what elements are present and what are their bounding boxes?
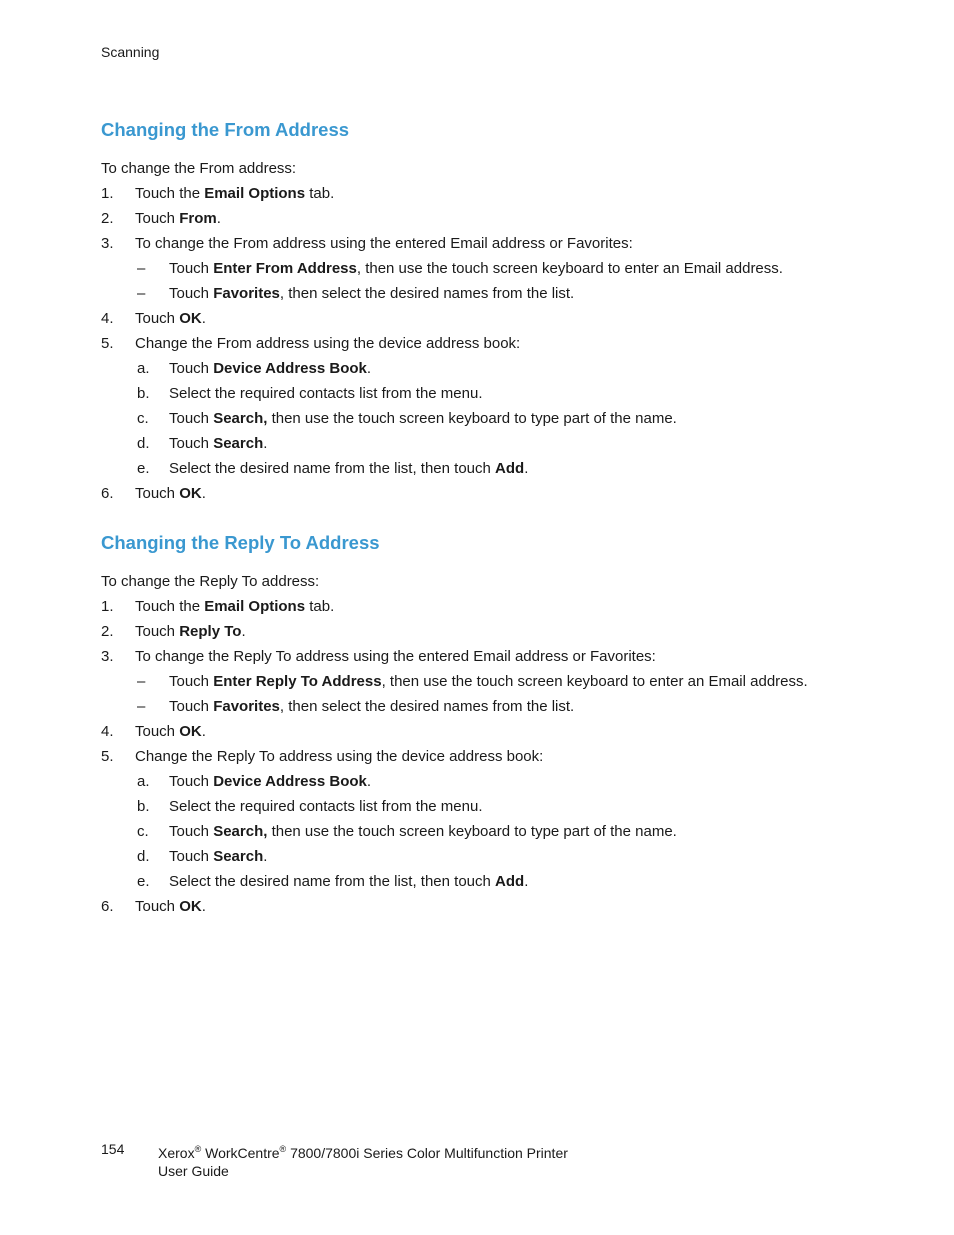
- ui-term: Add: [495, 873, 525, 890]
- step-marker: 3.: [101, 235, 114, 252]
- ui-term: Device Address Book: [213, 773, 367, 790]
- substep-marker: d.: [137, 435, 150, 452]
- ui-term: Search: [213, 435, 264, 452]
- section-reply-to-address: [101, 530, 881, 919]
- step-text: Touch: [169, 823, 214, 840]
- step-text: Touch: [169, 410, 214, 427]
- substep-marker: e.: [137, 873, 150, 890]
- step-2: [101, 206, 881, 231]
- step-text: Touch: [135, 210, 180, 227]
- page-number: 154: [101, 1141, 125, 1157]
- dash-marker: –: [137, 285, 146, 302]
- step-text: , then use the touch screen keyboard to enter an Email address.: [356, 260, 783, 277]
- ui-term: Favorites: [213, 285, 280, 302]
- step-5c: [101, 819, 881, 844]
- step-4: [101, 719, 881, 744]
- step-text: Touch: [135, 485, 180, 502]
- step-text: Touch: [135, 723, 180, 740]
- step-marker: 5.: [101, 335, 114, 352]
- step-text: , then select the desired names from the list.: [279, 698, 575, 715]
- ui-term: Add: [495, 460, 525, 477]
- ui-term: OK: [179, 310, 202, 327]
- step-5c: [101, 406, 881, 431]
- step-text: Touch: [169, 673, 214, 690]
- step-text: Touch the: [135, 185, 205, 202]
- step-text: To change the From address using the entered Email address or Favorites:: [135, 235, 633, 252]
- step-text: To change the Reply To address using the entered Email address or Favorites:: [135, 648, 656, 665]
- step-text: .: [216, 210, 221, 227]
- step-text: .: [263, 848, 268, 865]
- ui-term: Enter From Address: [213, 260, 357, 277]
- step-marker: 1.: [101, 185, 114, 202]
- step-5: [101, 331, 881, 356]
- step-5b: [101, 794, 881, 819]
- step-marker: 4.: [101, 723, 114, 740]
- step-5d: [101, 431, 881, 456]
- ui-term: OK: [179, 723, 202, 740]
- step-text: .: [524, 460, 529, 477]
- ui-term: Search: [213, 848, 264, 865]
- step-3-option-1: [101, 256, 881, 281]
- product-name: WorkCentre: [201, 1145, 280, 1161]
- section-heading: Changing the From Address: [101, 119, 350, 140]
- substep-marker: a.: [137, 360, 150, 377]
- step-5e: [101, 869, 881, 894]
- step-text: Touch: [169, 848, 214, 865]
- step-text: Change the Reply To address using the device address book:: [135, 748, 544, 765]
- step-marker: 1.: [101, 598, 114, 615]
- step-marker: 2.: [101, 623, 114, 640]
- step-3: [101, 231, 881, 256]
- step-text: Touch the: [135, 598, 205, 615]
- step-text: .: [524, 873, 529, 890]
- step-3-option-1: [101, 669, 881, 694]
- step-text: tab.: [305, 598, 335, 615]
- step-text: Touch: [135, 310, 180, 327]
- registered-mark: ®: [279, 1144, 287, 1154]
- product-line: [158, 1140, 568, 1162]
- step-marker: 5.: [101, 748, 114, 765]
- step-5e: [101, 456, 881, 481]
- ui-term: OK: [179, 898, 202, 915]
- step-text: Select the desired name from the list, then touch: [169, 873, 496, 890]
- step-text: then use the touch screen keyboard to type part of the name.: [267, 823, 677, 840]
- step-3: [101, 644, 881, 669]
- ui-term: OK: [179, 485, 202, 502]
- step-5: [101, 744, 881, 769]
- substep-marker: c.: [137, 410, 149, 427]
- step-marker: 6.: [101, 898, 114, 915]
- running-head: Scanning: [101, 44, 160, 60]
- step-3-option-2: [101, 281, 881, 306]
- step-text: , then use the touch screen keyboard to enter an Email address.: [381, 673, 808, 690]
- step-1: [101, 594, 881, 619]
- step-1: [101, 181, 881, 206]
- step-text: .: [366, 360, 372, 377]
- step-text: Touch: [169, 698, 214, 715]
- step-5a: [101, 769, 881, 794]
- footer-title: [158, 1140, 568, 1180]
- step-text: .: [263, 435, 268, 452]
- dash-marker: –: [137, 698, 146, 715]
- ui-term: Search,: [213, 823, 268, 840]
- step-marker: 6.: [101, 485, 114, 502]
- step-text: .: [366, 773, 372, 790]
- step-4: [101, 306, 881, 331]
- ui-term: Search,: [213, 410, 268, 427]
- registered-mark: ®: [194, 1144, 202, 1154]
- substep-marker: d.: [137, 848, 150, 865]
- brand-name: Xerox: [158, 1145, 195, 1161]
- ui-term: From: [179, 210, 217, 227]
- step-6: [101, 894, 881, 919]
- ui-term: Enter Reply To Address: [213, 673, 382, 690]
- step-text: , then select the desired names from the list.: [279, 285, 575, 302]
- step-text: Select the required contacts list from the menu.: [169, 798, 483, 815]
- ui-term: Device Address Book: [213, 360, 367, 377]
- step-text: then use the touch screen keyboard to type part of the name.: [267, 410, 677, 427]
- substep-marker: b.: [137, 385, 150, 402]
- model-name: 7800/7800i Series Color Multifunction Printer: [286, 1145, 568, 1161]
- section-intro: To change the From address:: [101, 160, 297, 177]
- step-5a: [101, 356, 881, 381]
- step-text: .: [201, 898, 206, 915]
- step-3-option-2: [101, 694, 881, 719]
- substep-marker: a.: [137, 773, 150, 790]
- substep-marker: b.: [137, 798, 150, 815]
- step-text: Touch: [135, 623, 180, 640]
- step-6: [101, 481, 881, 506]
- step-text: tab.: [305, 185, 335, 202]
- ui-term: Reply To: [179, 623, 242, 640]
- substep-marker: c.: [137, 823, 149, 840]
- step-text: .: [201, 723, 206, 740]
- ui-term: Email Options: [204, 598, 306, 615]
- step-marker: 3.: [101, 648, 114, 665]
- step-2: [101, 619, 881, 644]
- step-text: Touch: [169, 260, 214, 277]
- step-text: Select the desired name from the list, then touch: [169, 460, 496, 477]
- ui-term: Favorites: [213, 698, 280, 715]
- step-text: Touch: [135, 898, 180, 915]
- step-text: Touch: [169, 435, 214, 452]
- step-text: .: [201, 485, 206, 502]
- ui-term: Email Options: [204, 185, 306, 202]
- step-text: Change the From address using the device address book:: [135, 335, 521, 352]
- step-marker: 2.: [101, 210, 114, 227]
- dash-marker: –: [137, 260, 146, 277]
- step-text: Touch: [169, 773, 214, 790]
- step-5d: [101, 844, 881, 869]
- step-text: Touch: [169, 360, 214, 377]
- step-text: Select the required contacts list from the menu.: [169, 385, 483, 402]
- doc-type: User Guide: [158, 1163, 229, 1179]
- section-from-address: [101, 117, 881, 506]
- step-text: .: [201, 310, 206, 327]
- section-intro: To change the Reply To address:: [101, 573, 320, 590]
- substep-marker: e.: [137, 460, 150, 477]
- dash-marker: –: [137, 673, 146, 690]
- step-text: .: [241, 623, 246, 640]
- step-5b: [101, 381, 881, 406]
- step-text: Touch: [169, 285, 214, 302]
- section-heading: Changing the Reply To Address: [101, 532, 380, 553]
- step-marker: 4.: [101, 310, 114, 327]
